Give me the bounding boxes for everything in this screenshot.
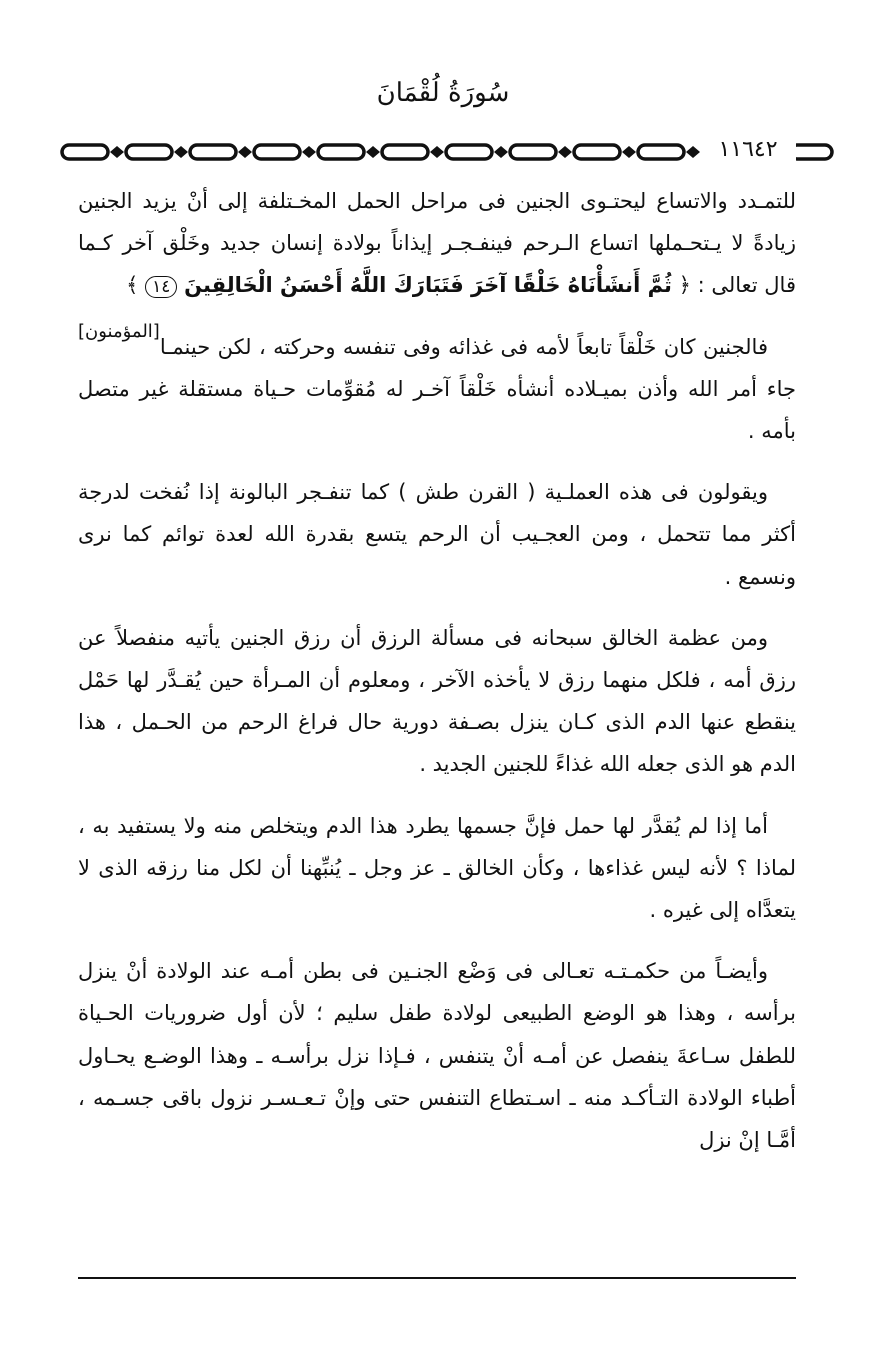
surah-reference: [المؤمنون]	[78, 320, 160, 342]
quran-verse: ثُمَّ أَنشَأْنَاهُ خَلْقًا آخَرَ فَتَبَارَكَ اللَّهُ أَحْسَنُ الْخَالِقِينَ	[184, 273, 672, 298]
verse-close-bracket: ﴾	[126, 273, 146, 298]
paragraph-1	[78, 180, 796, 342]
verse-open-bracket: ﴿	[671, 273, 691, 298]
paragraph-4: ومن عظمة الخالق سبحانه فى مسألة الرزق أن رزق الجنين يأتيه منفصلاً عن رزق أمه ، فلكل منهما رزق لا يأخذه الآخر ، ومعلوم أن المـرأة حين يُقـدَّر لها حَمْل ينقطع عنها الدم الذى كـان ينزل بصـفة دورية حال فراغ الرحم من الحـمل ، هذا الدم هو الذى جعله الله غذاءً للجنين الجديد .	[78, 625, 796, 777]
footer-divider	[78, 1277, 796, 1279]
paragraph-3: ويقولون فى هذه العملـية ( القرن طش ) كما تنفـجر البالونة إذا نُفخت لدرجة أكثر مما تتحمل ، ومن العجـيب أن الرحم يتسع بقدرة الله لعدة توائم كما نرى ونسمع .	[78, 480, 796, 589]
paragraph-5: أما إذا لم يُقدَّر لها حمل فإنَّ جسمها يطرد هذا الدم ويتخلص منه ولا يستفيد به ، لماذا ؟ لأنه ليس غذاءها ، وكأن الخالق ـ عز وجل ـ يُنبِّهنا أن لكل منا رزقه الذى لا يتعدَّاه إلى غيره .	[78, 813, 796, 923]
body-text	[78, 180, 796, 1180]
paragraph-2: فالجنين كان خَلْقاً تابعاً لأمه فى غذائه وفى تنفسه وحركته ، لكن حينمـا جاء أمر الله وأذن بميـلاده أنشأه خَلْقاً آخـر له مُقوِّمات حـياة مستقلة غير متصل بأمه .	[78, 334, 796, 444]
paragraph-6: وأيضـاً من حكمـتـه تعـالى فى وَضْع الجنـين فى بطن أمـه عند الولادة أنْ ينزل برأسه ، وهذا هو الوضع الطبيعى لولادة طفل سليم ؛ لأن أول ضروريات الحـياة للطفل سـاعةَ ينفصل عن أمـه أنْ يتنفس ، فـإذا نزل برأسـه ـ وهذا الوضـع يحـاول أطباء الولادة التـأكـد منه ـ اسـتطاع التنفس حتى وإنْ تـعـسـر نزول باقى جسـمه ، أمَّـا إنْ نزل	[78, 959, 796, 1153]
ayah-number-badge: ١٤	[145, 276, 177, 298]
page-number: ١١٦٤٢	[700, 136, 796, 164]
paragraph-1-text: للتمـدد والاتساع ليحتـوى الجنين فى مراحل الحمل المخـتلفة إلى أنْ يزيد الجنين زيادةً لا يـتحـملها اتساع الـرحم فينفـجـر إيذاناً بولادة إنسان جديد وخَلْق آخر كـما قال تعالى :	[78, 189, 796, 298]
surah-title: سُورَةُ لُقْمَانَ	[376, 78, 510, 108]
